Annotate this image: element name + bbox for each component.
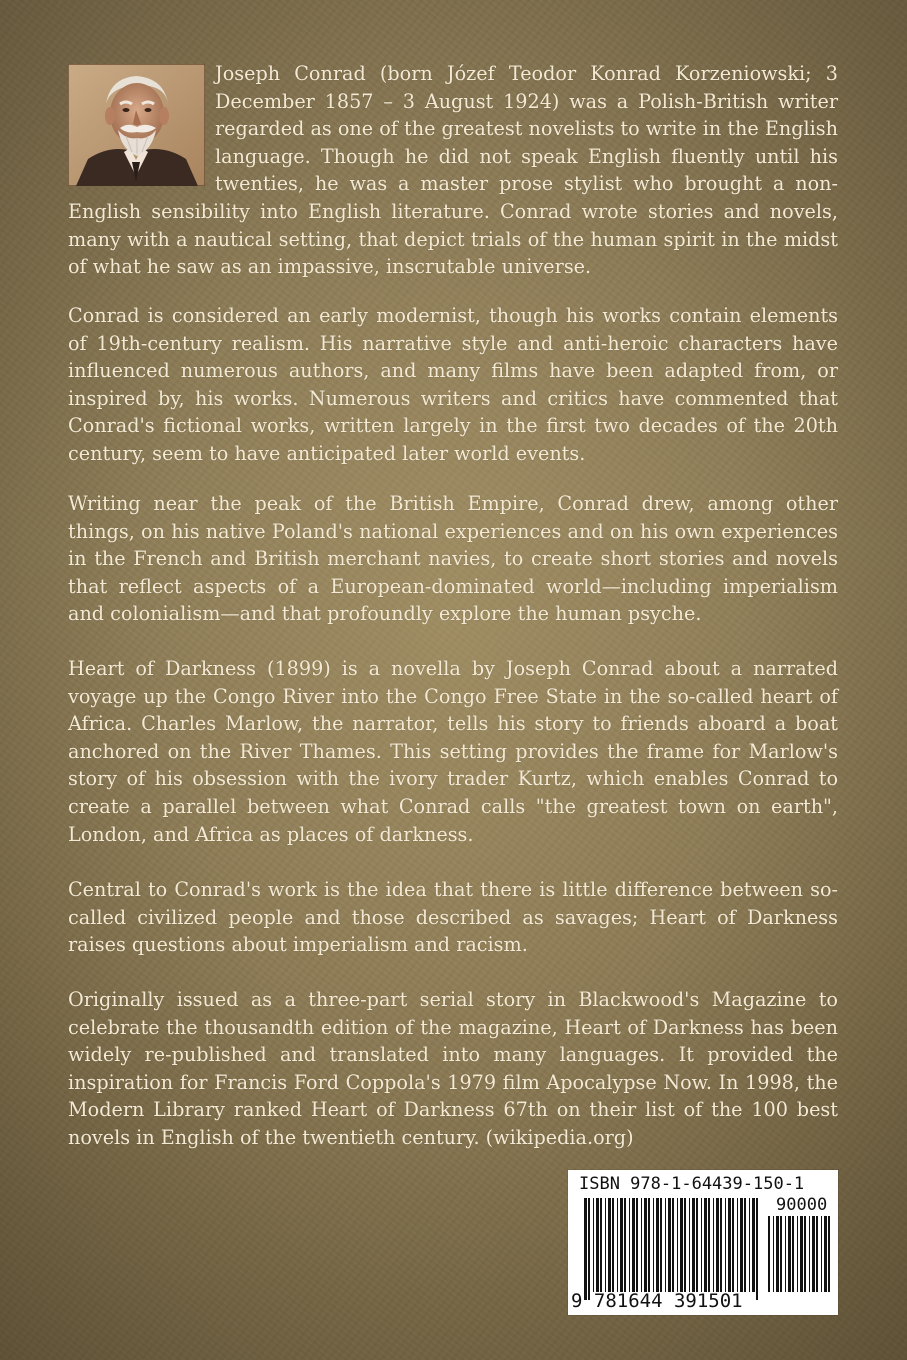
ean-digits-label: 9 781644 391501 [571, 1290, 743, 1312]
themes-paragraph: Central to Conrad's work is the idea that there is little difference between so-called civilized people and those described as savages; Heart of Darkness raises questions about imperialism and racism. [68, 878, 838, 957]
empire-paragraph: Writing near the peak of the British Empire, Conrad drew, among other things, on his native Poland's national experiences and on his own experiences in the French and British merchant navies, to create short stories and novels that reflect aspects of a European-dominated world—including imperialism and colonialism—and that profoundly explore the human psyche. [68, 492, 838, 626]
publication-history-paragraph: Originally issued as a three-part serial story in Blackwood's Magazine to celebrate the thousandth edition of the magazine, Heart of Darkness has been widely re-published and translated into many languages. It provided the inspiration for Francis Ford Coppola's 1979 film Apocalypse Now. In 1998, the Modern Library ranked Heart of Darkness 67th on their list of the 100 best novels in English of the twentieth century. (wikipedia.org) [68, 988, 838, 1149]
isbn-barcode [568, 1170, 838, 1315]
modernist-paragraph: Conrad is considered an early modernist, though his works contain elements of 19th-century realism. His narrative style and anti-heroic characters have influenced numerous authors, and many films have been adapted from, or inspired by, his works. Numerous writers and critics have commented that Conrad's fictional works, written largely in the first two decades of the 20th century, seem to have anticipated later world events. [68, 304, 838, 465]
addon-bars [768, 1216, 830, 1292]
ean-bars [584, 1198, 758, 1300]
author-bio-paragraph [68, 60, 838, 281]
author-portrait [68, 64, 205, 186]
price-code-label: 90000 [776, 1195, 828, 1215]
novella-summary-paragraph: Heart of Darkness (1899) is a novella by Joseph Conrad about a narrated voyage up the Congo River into the Congo Free State in the so-called heart of Africa. Charles Marlow, the narrator, tells his story to friends aboard a boat anchored on the River Thames. This setting provides the frame for Marlow's story of his obsession with the ivory trader Kurtz, which enables Conrad to create a parallel between what Conrad calls "the greatest town on earth", London, and Africa as places of darkness. [68, 657, 838, 846]
paragraph-text: Joseph Conrad (born Józef Teodor Konrad Korzeniowski; 3 December 1857 – 3 August 1924) was a Polish-British writer regarded as one of the greatest novelists to write in the English language. Though he did not speak English fluently until his twenties, he was a master prose stylist who brought a non-English sensibility into English literature. Conrad wrote stories and novels, many with a nautical setting, that depict trials of the human spirit in the midst of what he saw as an impassive, inscrutable universe. [68, 62, 838, 279]
isbn-label: ISBN 978-1-64439-150-1 [579, 1174, 805, 1194]
